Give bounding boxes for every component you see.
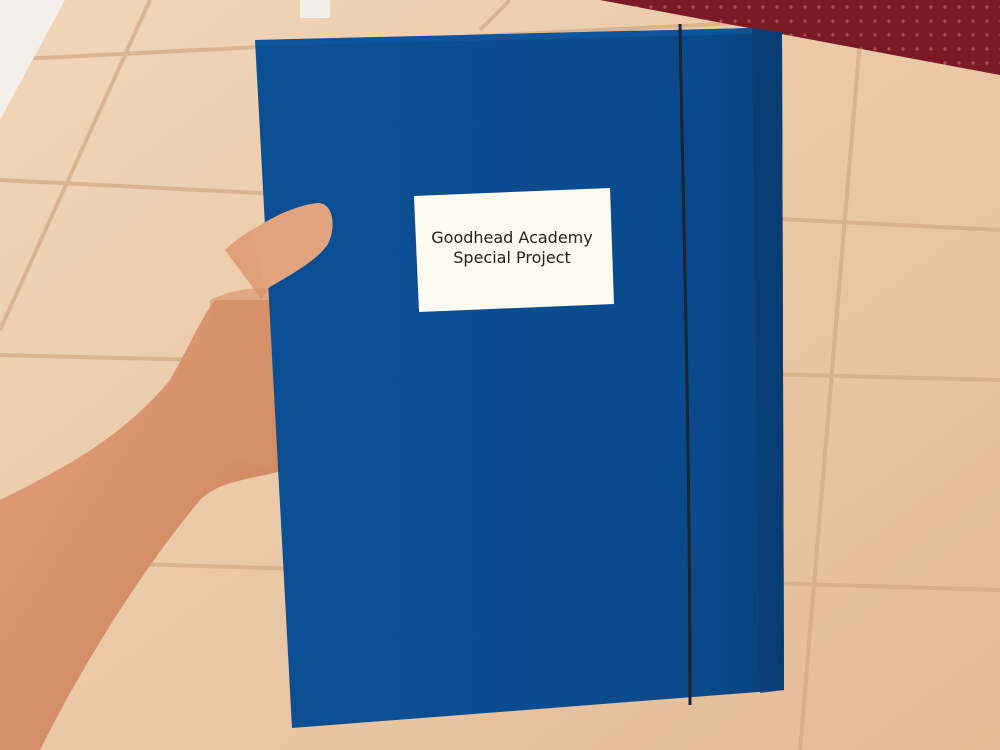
label-line-2: Special Project xyxy=(453,248,571,267)
cabinet-edge xyxy=(300,0,330,18)
label-line-1: Goodhead Academy xyxy=(431,228,593,247)
folder-label xyxy=(414,188,614,312)
folder[interactable] xyxy=(255,28,784,728)
